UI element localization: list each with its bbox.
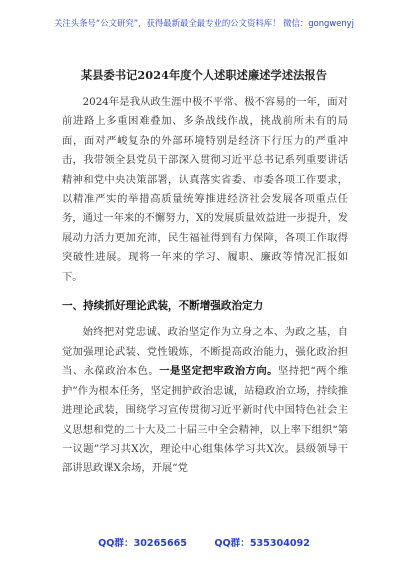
footer-qq-group-2: QQ群：535304092 — [214, 538, 310, 549]
section-1-heading: 一、持续抓好理论武装，不断增强政治定力 — [62, 300, 264, 313]
document-body — [62, 93, 348, 479]
footer-qq-group-1: QQ群：30265665 — [98, 538, 187, 549]
intro-paragraph: 2024年是我从政生涯中极不平常、极不容易的一年，面对前进路上多重困难叠加、多条战线作战，挑战前所未有的局面，面对严峻复杂的外部环境特别是经济下行压力的严重冲击，我带领全县党员干部深入贯彻习近平总书记系列重要讲话精神和党中央决策部署，认真落实省委、市委各项工作要求，以精准严实的举措高质量统筹推进经济社会发展各项重点任务，通过一年来的不懈努力，X的发展质量效益进一步提升，发展动力活力更加充沛，民生福祉得到有力保障，各项工作取得突破性进展。现将一年来的学习、履职、廉政等情况汇报如下。 — [62, 96, 348, 283]
section-1-text-b: 坚持把“两个维护”作为根本任务，坚定拥护政治忠诚，站稳政治立场，持续推进理论武装，围绕学习宣传贯彻习近平新时代中国特色社会主义思想和党的二十大及二十届三中全会精神，以上率下组织“第一议题”学习共X次，理论中心组集体学习共X次。县级领导干部讲思政课X余场，开展“党 — [62, 365, 349, 475]
header-banner: 关注头条号“公文研究”，获得最新最全最专业的公文资料库！ 微信：gongwenyj — [54, 18, 354, 28]
document-title: 某县委书记2024年度个人述职述廉述学述法报告 — [80, 68, 327, 82]
section-1-emphasis: 一是坚定把牢政治方向。 — [159, 365, 278, 378]
section-1-paragraph — [62, 323, 348, 478]
section-1-text-a: 始终把对党忠诚、政治坚定作为立身之本、为政之基，自觉加强理论武装、党性锻炼，不断提高政治能力，强化政治担当、永葆政治本色。 — [62, 326, 348, 378]
footer-qq-groups — [0, 535, 408, 549]
